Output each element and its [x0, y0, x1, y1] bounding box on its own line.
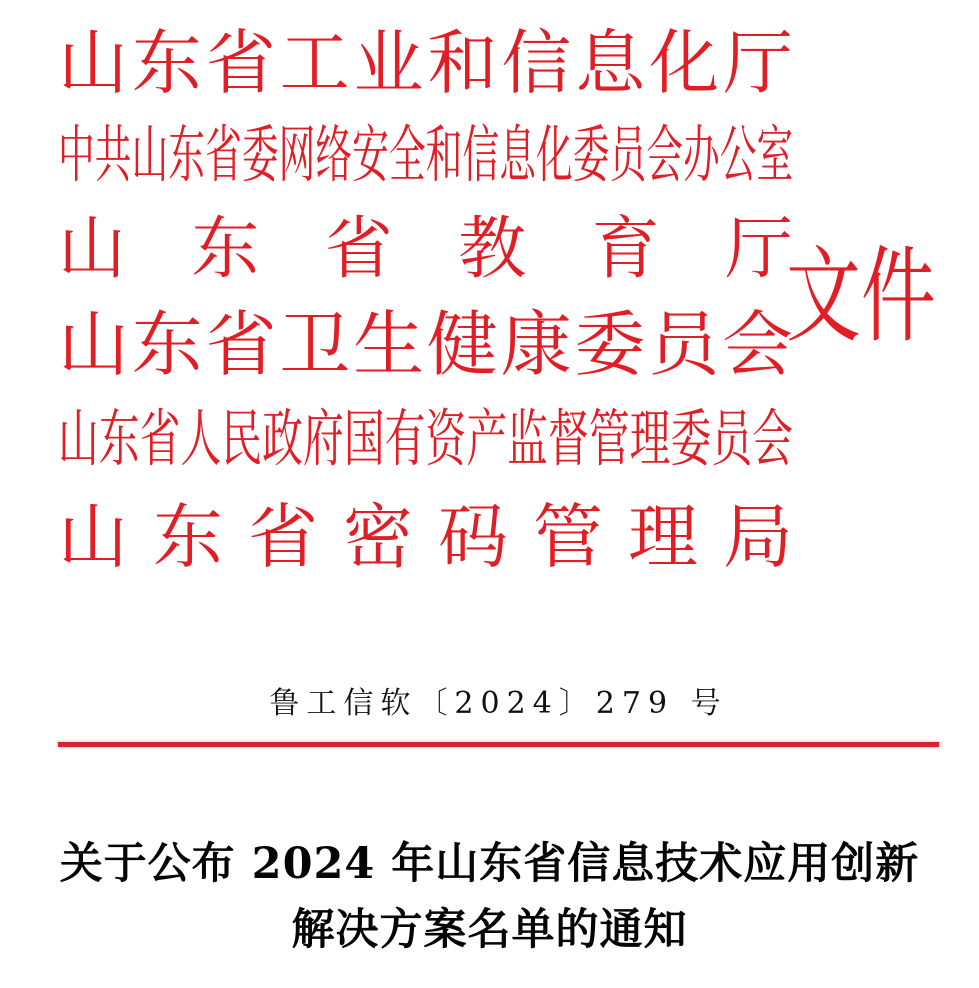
- agency-line-industry-information: 山东省工业和信息化厅: [58, 22, 793, 104]
- red-separator-rule: [58, 742, 939, 747]
- document-label: 文件: [786, 235, 936, 357]
- agency-line-cyberspace-office: 中共山东省委网络安全和信息化委员会办公室: [58, 118, 794, 191]
- reference-number: 鲁工信软〔2024〕279 号: [269, 686, 728, 721]
- agency-line-education: 山东省教育厅: [58, 210, 793, 289]
- agency-line-cryptography-bureau: 山东省密码管理局: [58, 496, 793, 578]
- notice-title: [0, 831, 979, 963]
- agency-line-health-commission: 山东省卫生健康委员会: [58, 303, 793, 386]
- notice-title-line-2: 解决方案名单的通知: [291, 905, 688, 955]
- notice-title-line-1: 关于公布 2024 年山东省信息技术应用创新: [59, 839, 920, 889]
- agency-line-sasac: 山东省人民政府国有资产监督管理委员会: [58, 402, 793, 475]
